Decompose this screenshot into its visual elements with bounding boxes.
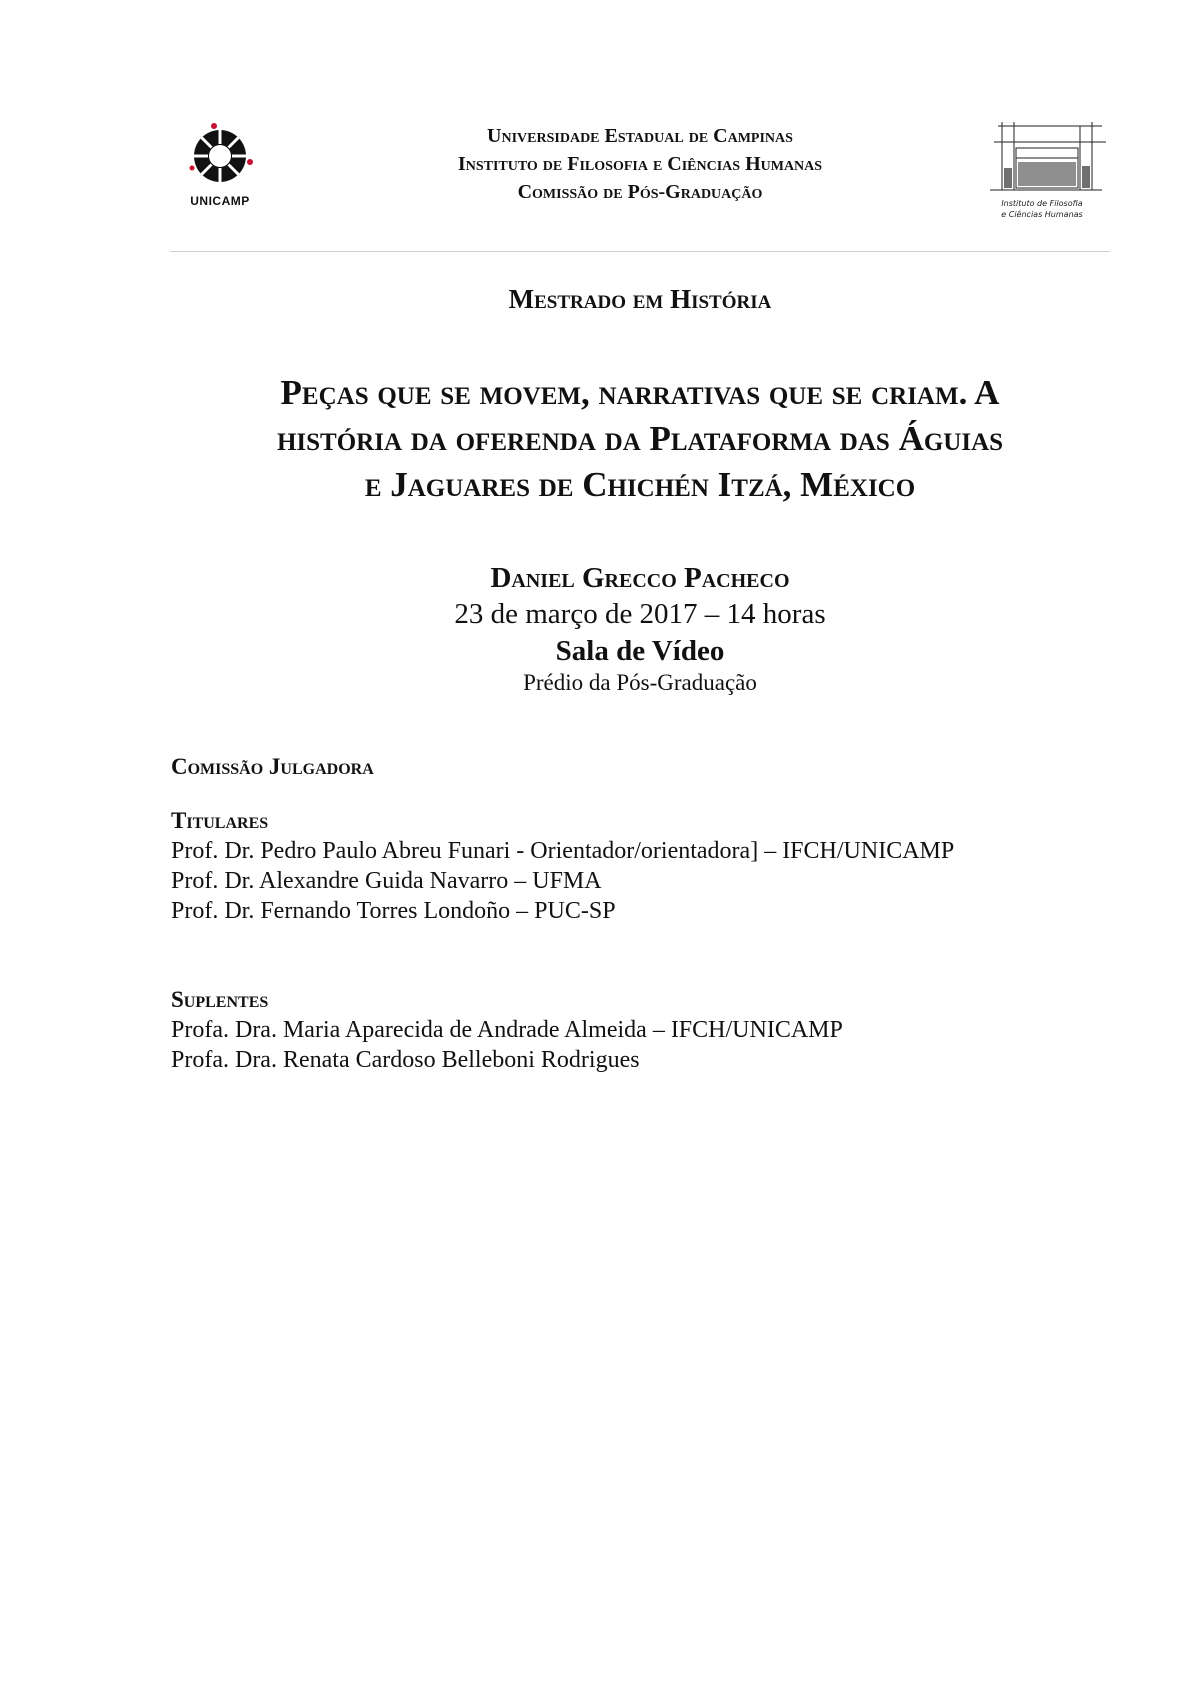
ifch-logo-caption: Instituto de Filosofia e Ciências Humanas: [1001, 199, 1083, 219]
committee-member: Profa. Dra. Renata Cardoso Belleboni Rodrigues: [171, 1047, 640, 1073]
defense-datetime: 23 de março de 2017 – 14 horas: [454, 598, 826, 630]
defense-building: Prédio da Pós-Graduação: [523, 670, 757, 695]
committee-member: Prof. Dr. Fernando Torres Londoño – PUC-SP: [171, 898, 616, 924]
program-name: Mestrado em História: [508, 284, 772, 314]
institution-lines: [170, 122, 1110, 206]
institute-name: Instituto de Filosofia e Ciências Humanas: [457, 153, 823, 175]
header-divider: [170, 251, 1110, 252]
committee-member: Profa. Dra. Maria Aparecida de Andrade Almeida – IFCH/UNICAMP: [171, 1017, 843, 1043]
thesis-title-line: e Jaguares de Chichén Itzá, México: [364, 465, 916, 504]
titulares-heading: Titulares: [171, 808, 269, 833]
commission-name: Comissão de Pós-Graduação: [517, 181, 763, 203]
suplentes-heading: Suplentes: [171, 987, 269, 1012]
committee-member: Prof. Dr. Alexandre Guida Navarro – UFMA: [171, 868, 602, 894]
defense-room: Sala de Vídeo: [555, 635, 725, 667]
document-header: [170, 118, 1110, 230]
suplentes-list: [171, 1015, 843, 1075]
thesis-title-line: história da oferenda da Plataforma das Águias: [276, 419, 1004, 458]
thesis-title: [175, 370, 1105, 508]
committee-heading: Comissão Julgadora: [171, 754, 374, 779]
university-name: Universidade Estadual de Campinas: [487, 125, 793, 147]
committee-member: Prof. Dr. Pedro Paulo Abreu Funari - Orientador/orientadora] – IFCH/UNICAMP: [171, 838, 955, 864]
author-name: Daniel Grecco Pacheco: [490, 562, 790, 594]
unicamp-logo-text: UNICAMP: [190, 194, 250, 208]
thesis-title-line: Peças que se movem, narrativas que se criam. A: [280, 373, 1000, 412]
titulares-list: [171, 836, 954, 926]
